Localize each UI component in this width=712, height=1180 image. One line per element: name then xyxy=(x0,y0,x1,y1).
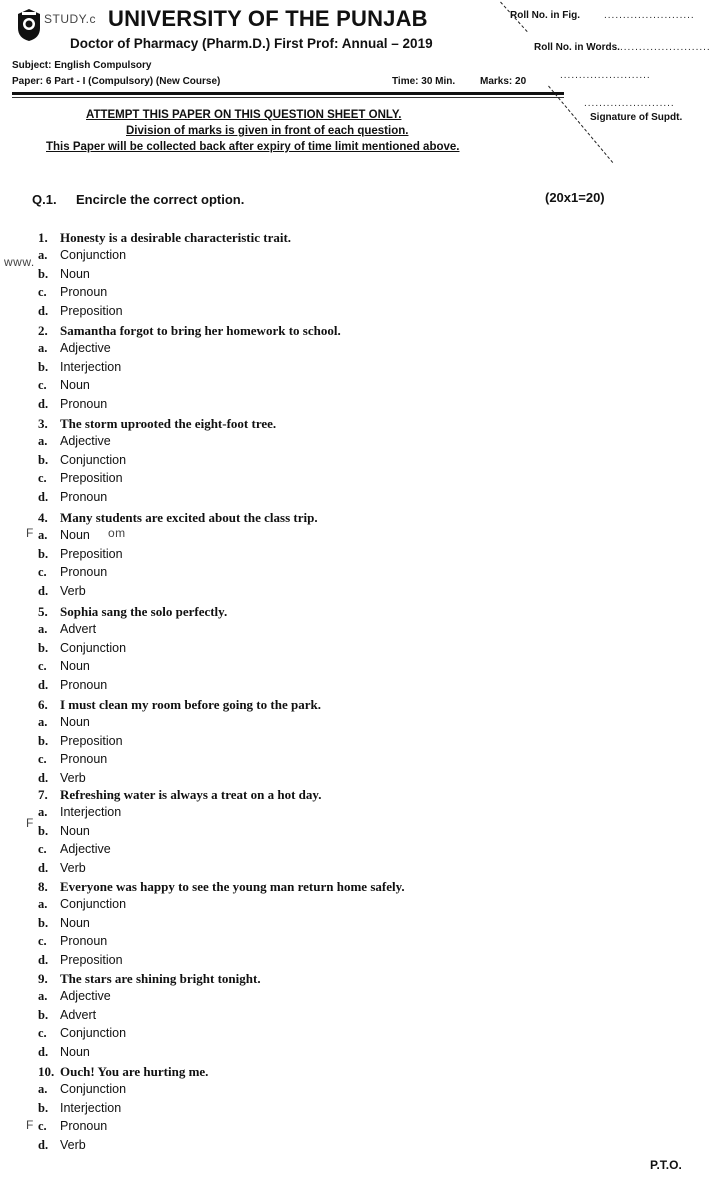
watermark-fragment: F xyxy=(26,526,34,540)
option-letter: d. xyxy=(38,1044,49,1059)
option-letter: c. xyxy=(38,752,47,767)
section-title: Encircle the correct option. xyxy=(76,192,245,207)
option-item[interactable] xyxy=(38,771,86,786)
option-text: Conjunction xyxy=(60,1026,127,1041)
university-title: UNIVERSITY OF THE PUNJAB xyxy=(108,6,428,31)
question-number: 9. xyxy=(38,971,48,986)
option-letter: d. xyxy=(38,952,49,967)
question-2 xyxy=(38,323,341,339)
option-text: Noun xyxy=(60,823,90,838)
option-text: Conjunction xyxy=(60,897,127,911)
instruction-line: This Paper will be collected back after expiry of time limit mentioned above. xyxy=(46,141,460,153)
question-number: 5. xyxy=(38,604,48,619)
option-item[interactable] xyxy=(38,734,123,749)
option-item[interactable] xyxy=(38,1082,126,1097)
watermark-fragment: www. xyxy=(4,255,35,269)
question-number: 10. xyxy=(38,1064,55,1079)
option-letter: d. xyxy=(38,396,49,411)
option-item[interactable] xyxy=(38,453,126,468)
instruction-line: ATTEMPT THIS PAPER ON THIS QUESTION SHEET ONLY. xyxy=(86,109,402,121)
option-text: Interjection xyxy=(60,359,122,374)
option-text: Adjective xyxy=(60,341,111,355)
question-number: 8. xyxy=(38,879,48,894)
option-text: Pronoun xyxy=(60,677,108,692)
option-item[interactable] xyxy=(38,989,111,1004)
option-text: Noun xyxy=(60,1044,90,1059)
option-text: Advert xyxy=(60,1007,97,1022)
option-letter: b. xyxy=(38,452,49,467)
option-letter: c. xyxy=(38,842,47,857)
section-marks: (20x1=20) xyxy=(545,190,605,205)
roll-no-words-field[interactable]: ........................ xyxy=(620,42,711,53)
question-text: The stars are shining bright tonight. xyxy=(60,971,261,986)
subject-line: Subject: English Compulsory xyxy=(12,60,152,71)
option-item[interactable] xyxy=(38,341,111,356)
option-letter: c. xyxy=(38,1026,47,1041)
option-text: Noun xyxy=(60,715,90,729)
signature-field[interactable]: ........................ xyxy=(584,98,675,109)
watermark-fragment: om xyxy=(108,526,126,540)
option-letter: a. xyxy=(38,341,48,355)
question-text: The storm uprooted the eight-foot tree. xyxy=(60,416,277,431)
question-3 xyxy=(38,416,276,432)
option-text: Pronoun xyxy=(60,396,108,411)
option-letter: c. xyxy=(38,378,47,393)
option-item[interactable] xyxy=(38,659,90,674)
question-number: 4. xyxy=(38,510,48,525)
option-item[interactable] xyxy=(38,1138,86,1153)
option-text: Verb xyxy=(60,770,86,785)
option-letter: a. xyxy=(38,805,48,819)
option-item[interactable] xyxy=(38,547,123,562)
option-letter: a. xyxy=(38,897,48,911)
option-text: Pronoun xyxy=(60,565,108,580)
option-letter: d. xyxy=(38,303,49,318)
question-6 xyxy=(38,697,321,713)
option-letter: b. xyxy=(38,546,49,561)
option-letter: a. xyxy=(38,1082,48,1096)
option-item[interactable] xyxy=(38,528,90,543)
option-item[interactable] xyxy=(38,434,111,449)
option-text: Conjunction xyxy=(60,1082,127,1096)
option-letter: d. xyxy=(38,1137,49,1152)
option-letter: d. xyxy=(38,583,49,598)
option-item[interactable] xyxy=(38,1026,126,1041)
option-letter: d. xyxy=(38,860,49,875)
option-text: Preposition xyxy=(60,733,123,748)
option-text: Interjection xyxy=(60,1100,122,1115)
question-10 xyxy=(38,1064,208,1080)
question-number: 3. xyxy=(38,416,48,431)
option-text: Verb xyxy=(60,860,86,875)
option-item[interactable] xyxy=(38,1119,107,1134)
option-letter: c. xyxy=(38,285,47,300)
question-7 xyxy=(38,787,321,803)
watermark-site: STUDY.c xyxy=(44,12,96,26)
option-text: Pronoun xyxy=(60,489,108,504)
question-text: Ouch! You are hurting me. xyxy=(60,1064,209,1079)
option-item[interactable] xyxy=(38,285,107,300)
marks-label: Marks: 20 xyxy=(480,76,527,87)
degree-line: Doctor of Pharmacy (Pharm.D.) First Prof: Annual – 2019 xyxy=(70,36,433,51)
question-9 xyxy=(38,971,261,987)
option-item[interactable] xyxy=(38,897,126,912)
question-number: 6. xyxy=(38,697,48,712)
roll-no-words-label: Roll No. in Words. xyxy=(534,42,620,53)
question-number: 7. xyxy=(38,787,48,802)
option-text: Adjective xyxy=(60,842,111,857)
option-letter: a. xyxy=(38,715,48,729)
option-text: Noun xyxy=(60,266,90,281)
option-text: Verb xyxy=(60,1137,86,1152)
question-text: Many students are excited about the class trip. xyxy=(60,510,318,525)
pto-label: P.T.O. xyxy=(650,1158,682,1172)
option-letter: a. xyxy=(38,434,48,448)
option-text: Verb xyxy=(60,583,86,598)
option-letter: d. xyxy=(38,489,49,504)
question-text: Honesty is a desirable characteristic trait. xyxy=(60,230,292,245)
option-text: Preposition xyxy=(60,546,123,561)
option-item[interactable] xyxy=(38,471,123,486)
option-item[interactable] xyxy=(38,934,107,949)
header-rule xyxy=(12,92,564,95)
option-text: Conjunction xyxy=(60,640,127,655)
roll-no-words-field-2[interactable]: ........................ xyxy=(560,70,651,81)
option-text: Noun xyxy=(60,915,90,930)
option-text: Pronoun xyxy=(60,752,108,767)
option-letter: a. xyxy=(38,622,48,636)
option-item[interactable] xyxy=(38,715,90,730)
option-text: Preposition xyxy=(60,471,123,486)
option-item[interactable] xyxy=(38,861,86,876)
option-item[interactable] xyxy=(38,824,90,839)
option-letter: c. xyxy=(38,1119,47,1134)
paper-line: Paper: 6 Part - I (Compulsory) (New Course) xyxy=(12,76,221,87)
option-text: Pronoun xyxy=(60,285,108,300)
option-text: Noun xyxy=(60,528,90,542)
option-item[interactable] xyxy=(38,678,107,693)
question-number: 1. xyxy=(38,230,48,245)
question-text: Samantha forgot to bring her homework to school. xyxy=(60,323,341,338)
roll-no-fig-field[interactable]: ........................ xyxy=(604,10,695,21)
question-8 xyxy=(38,879,405,895)
question-number: 2. xyxy=(38,323,48,338)
option-text: Preposition xyxy=(60,952,123,967)
option-text: Interjection xyxy=(60,805,122,819)
option-item[interactable] xyxy=(38,490,107,505)
option-letter: b. xyxy=(38,266,49,281)
option-item[interactable] xyxy=(38,953,123,968)
option-letter: b. xyxy=(38,359,49,374)
header-rule-thin xyxy=(12,97,564,98)
option-item[interactable] xyxy=(38,752,107,767)
option-letter: c. xyxy=(38,659,47,674)
option-text: Conjunction xyxy=(60,452,127,467)
option-letter: a. xyxy=(38,248,48,262)
option-item[interactable] xyxy=(38,641,126,656)
option-item[interactable] xyxy=(38,1101,121,1116)
signature-label: Signature of Supdt. xyxy=(590,112,683,123)
option-item[interactable] xyxy=(38,248,126,263)
option-item[interactable] xyxy=(38,805,121,820)
option-text: Adjective xyxy=(60,434,111,448)
option-letter: b. xyxy=(38,733,49,748)
option-text: Pronoun xyxy=(60,1119,108,1134)
option-item[interactable] xyxy=(38,360,121,375)
question-text: Refreshing water is always a treat on a hot day. xyxy=(60,787,322,802)
question-text: Everyone was happy to see the young man return home safely. xyxy=(60,879,405,894)
option-letter: d. xyxy=(38,770,49,785)
option-item[interactable] xyxy=(38,1008,96,1023)
time-label: Time: 30 Min. xyxy=(392,76,456,87)
question-text: I must clean my room before going to the park. xyxy=(60,697,321,712)
question-5 xyxy=(38,604,227,620)
option-letter: a. xyxy=(38,528,48,542)
option-text: Preposition xyxy=(60,303,123,318)
option-letter: b. xyxy=(38,640,49,655)
option-item[interactable] xyxy=(38,565,107,580)
option-item[interactable] xyxy=(38,842,111,857)
option-item[interactable] xyxy=(38,304,123,319)
question-4 xyxy=(38,510,318,526)
option-text: Conjunction xyxy=(60,248,127,262)
section-label: Q.1. xyxy=(32,192,57,207)
option-letter: c. xyxy=(38,565,47,580)
option-item[interactable] xyxy=(38,267,90,282)
option-text: Advert xyxy=(60,622,97,636)
option-text: Pronoun xyxy=(60,934,108,949)
option-letter: a. xyxy=(38,989,48,1003)
option-item[interactable] xyxy=(38,622,96,637)
option-item[interactable] xyxy=(38,378,90,393)
option-letter: b. xyxy=(38,823,49,838)
option-text: Adjective xyxy=(60,989,111,1003)
question-text: Sophia sang the solo perfectly. xyxy=(60,604,228,619)
option-item[interactable] xyxy=(38,1045,90,1060)
instruction-line: Division of marks is given in front of each question. xyxy=(126,125,409,137)
option-item[interactable] xyxy=(38,397,107,412)
university-seal-logo xyxy=(16,8,42,42)
option-letter: b. xyxy=(38,1100,49,1115)
option-text: Noun xyxy=(60,378,90,393)
option-letter: b. xyxy=(38,915,49,930)
question-1 xyxy=(38,230,291,246)
option-letter: c. xyxy=(38,471,47,486)
option-text: Noun xyxy=(60,659,90,674)
watermark-fragment: F xyxy=(26,1118,34,1132)
option-letter: c. xyxy=(38,934,47,949)
roll-no-fig-label: Roll No. in Fig. xyxy=(510,10,580,21)
option-letter: d. xyxy=(38,677,49,692)
option-item[interactable] xyxy=(38,584,86,599)
option-letter: b. xyxy=(38,1007,49,1022)
watermark-fragment: F xyxy=(26,816,34,830)
option-item[interactable] xyxy=(38,916,90,931)
